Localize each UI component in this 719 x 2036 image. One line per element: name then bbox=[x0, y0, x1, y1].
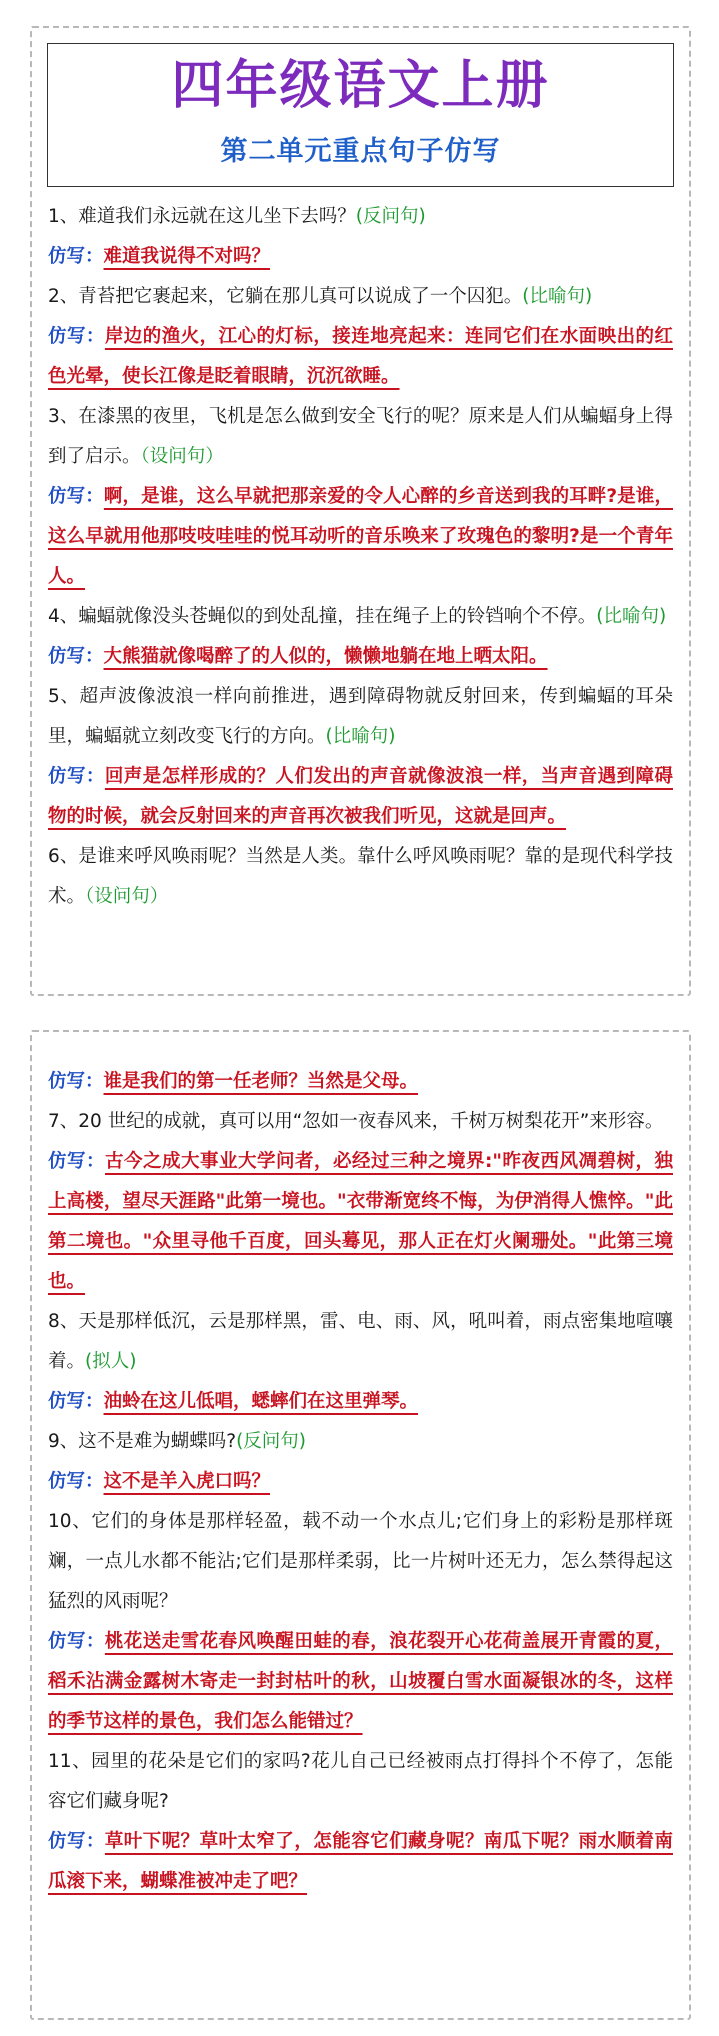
imitation-text: 啊，是谁，这么早就把那亲爱的令人心醉的乡音送到我的耳畔?是谁，这么早就用他那吱吱哇哇的悦耳动听的音乐唤来了玫瑰色的黎明?是一个青年人。 bbox=[48, 486, 673, 587]
imitation-label: 仿写： bbox=[48, 1391, 104, 1412]
sentence-type-tag: (反问句) bbox=[355, 206, 426, 227]
example-sentence bbox=[48, 1102, 673, 1142]
imitation-label: 仿写： bbox=[48, 766, 105, 787]
sentence-type-tag: (比喻句) bbox=[596, 606, 667, 627]
imitation-label: 仿写： bbox=[48, 1831, 105, 1852]
example-sentence bbox=[48, 197, 673, 237]
sentence-text: 8、天是那样低沉，云是那样黑，雷、电、雨、风，吼叫着，雨点密集地喧嚷着。 bbox=[48, 1311, 673, 1372]
imitation-text: 难道我说得不对吗？ bbox=[103, 246, 271, 267]
example-sentence bbox=[48, 1742, 673, 1822]
sentence-text: 4、蝙蝠就像没头苍蝇似的到处乱撞，挂在绳子上的铃铛响个不停。 bbox=[48, 606, 597, 627]
imitation-label: 仿写： bbox=[48, 646, 104, 667]
example-sentence bbox=[48, 1502, 673, 1622]
title-box bbox=[47, 43, 674, 187]
imitation-label: 仿写： bbox=[48, 486, 104, 507]
sentence-type-tag: （设问句） bbox=[85, 886, 169, 907]
sentence-text: 9、这不是难为蝴蝶吗? bbox=[48, 1431, 237, 1452]
imitation-label: 仿写： bbox=[48, 326, 105, 347]
imitation-label: 仿写： bbox=[48, 1631, 105, 1652]
imitation-sentence bbox=[48, 637, 673, 677]
sentence-text: 7、20 世纪的成就，真可以用“忽如一夜春风来，千树万树梨花开”来形容。 bbox=[48, 1111, 664, 1132]
sentence-text: 10、它们的身体是那样轻盈，载不动一个水点儿;它们身上的彩粉是那样斑斓，一点儿水都不能沾;它们是那样柔弱，比一片树叶还无力，怎么禁得起这猛烈的风雨呢？ bbox=[48, 1511, 673, 1612]
imitation-text: 谁是我们的第一任老师？当然是父母。 bbox=[103, 1071, 419, 1092]
section-2-content bbox=[32, 1032, 689, 1902]
page-subtitle: 第二单元重点句子仿写 bbox=[220, 136, 501, 167]
card-section-2 bbox=[30, 1030, 691, 2020]
imitation-text: 这不是羊入虎口吗？ bbox=[103, 1471, 271, 1492]
imitation-text: 古今之成大事业大学问者，必经过三种之境界:"昨夜西风凋碧树，独上高楼，望尽天涯路"此第一境也。"衣带渐宽终不悔，为伊消得人憔悴。"此第二境也。"众里寻他千百度，回头蓦见，那人正在灯火阑珊处。"此第三境也。 bbox=[48, 1151, 673, 1292]
example-sentence bbox=[48, 1302, 673, 1382]
imitation-sentence bbox=[48, 1462, 673, 1502]
example-sentence bbox=[48, 277, 673, 317]
example-sentence bbox=[48, 397, 673, 477]
imitation-text: 桃花送走雪花春风唤醒田蛙的春，浪花裂开心花荷盖展开青霞的夏，稻禾沾满金露树木寄走一封封枯叶的秋，山坡覆白雪水面凝银冰的冬，这样的季节这样的景色，我们怎么能错过？ bbox=[48, 1631, 673, 1732]
page-title: 四年级语文上册 bbox=[171, 55, 550, 116]
card-section-1 bbox=[30, 26, 691, 996]
sentence-type-tag: (比喻句) bbox=[522, 286, 593, 307]
imitation-sentence bbox=[48, 757, 673, 837]
sentence-text: 11、园里的花朵是它们的家吗?花儿自己已经被雨点打得抖个不停了，怎能容它们藏身呢? bbox=[48, 1751, 673, 1812]
sentence-type-tag: (拟人) bbox=[85, 1351, 137, 1372]
sentence-text: 3、在漆黑的夜里，飞机是怎么做到安全飞行的呢？原来是人们从蝙蝠身上得到了启示。 bbox=[48, 406, 673, 467]
sentence-type-tag: （设问句） bbox=[140, 446, 224, 467]
imitation-text: 大熊猫就像喝醉了的人似的，懒懒地躺在地上晒太阳。 bbox=[103, 646, 548, 667]
imitation-sentence bbox=[48, 477, 673, 597]
sentence-type-tag: (反问句) bbox=[236, 1431, 307, 1452]
imitation-sentence bbox=[48, 317, 673, 397]
imitation-text: 岸边的渔火，江心的灯标，接连地亮起来：连同它们在水面映出的红色光晕，使长江像是眨着眼睛，沉沉欲睡。 bbox=[48, 326, 673, 387]
imitation-text: 油蛉在这儿低唱，蟋蟀们在这里弹琴。 bbox=[103, 1391, 419, 1412]
imitation-sentence bbox=[48, 1062, 673, 1102]
section-1-content bbox=[32, 197, 689, 917]
imitation-sentence bbox=[48, 237, 673, 277]
sentence-text: 2、青苔把它裹起来，它躺在那儿真可以说成了一个囚犯。 bbox=[48, 286, 523, 307]
imitation-text: 回声是怎样形成的？人们发出的声音就像波浪一样，当声音遇到障碍物的时候，就会反射回来的声音再次被我们听见，这就是回声。 bbox=[48, 766, 673, 827]
imitation-sentence bbox=[48, 1142, 673, 1302]
imitation-sentence bbox=[48, 1822, 673, 1902]
imitation-label: 仿写： bbox=[48, 1071, 104, 1092]
sentence-text: 1、难道我们永远就在这儿坐下去吗？ bbox=[48, 206, 356, 227]
imitation-label: 仿写： bbox=[48, 246, 104, 267]
example-sentence bbox=[48, 837, 673, 917]
imitation-sentence bbox=[48, 1382, 673, 1422]
sentence-type-tag: (比喻句) bbox=[325, 726, 396, 747]
imitation-sentence bbox=[48, 1622, 673, 1742]
imitation-text: 草叶下呢？草叶太窄了，怎能容它们藏身呢？南瓜下呢？雨水顺着南瓜滚下来，蝴蝶准被冲走了吧？ bbox=[48, 1831, 673, 1892]
sentence-text: 5、超声波像波浪一样向前推进，遇到障碍物就反射回来，传到蝙蝠的耳朵里，蝙蝠就立刻改变飞行的方向。 bbox=[48, 686, 673, 747]
example-sentence bbox=[48, 677, 673, 757]
example-sentence bbox=[48, 1422, 673, 1462]
imitation-label: 仿写： bbox=[48, 1471, 104, 1492]
example-sentence bbox=[48, 597, 673, 637]
imitation-label: 仿写： bbox=[48, 1151, 105, 1172]
sentence-text: 6、是谁来呼风唤雨呢？当然是人类。靠什么呼风唤雨呢？靠的是现代科学技术。 bbox=[48, 846, 673, 907]
